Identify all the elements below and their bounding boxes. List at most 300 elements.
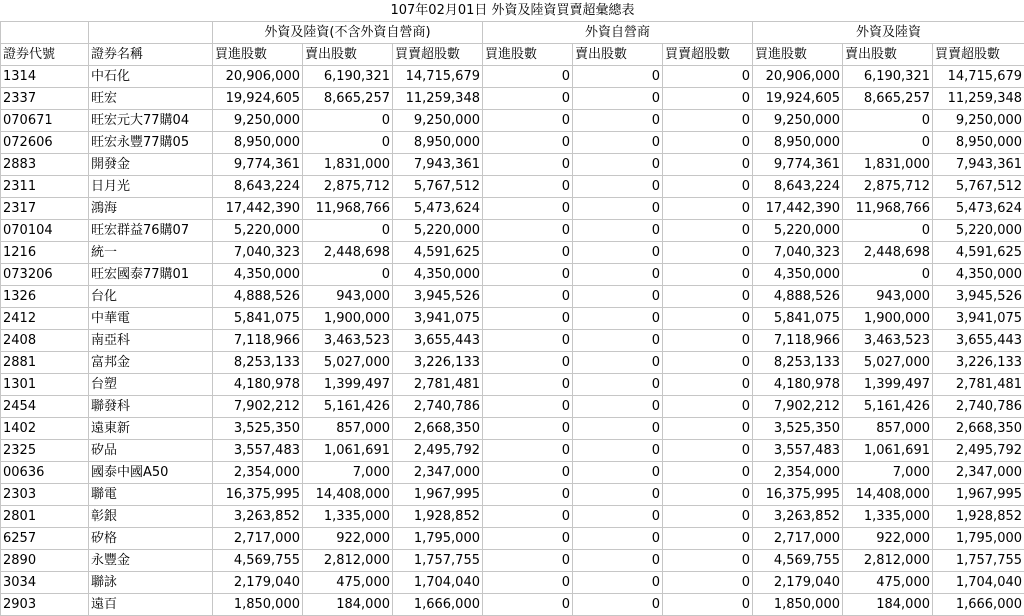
buy-shares-cell: 9,250,000 bbox=[213, 110, 303, 132]
table-row bbox=[1, 462, 1024, 484]
net-shares-cell: 1,928,852 bbox=[393, 506, 483, 528]
total-net-shares-cell: 1,928,852 bbox=[933, 506, 1024, 528]
total-sell-shares-cell: 1,061,691 bbox=[843, 440, 933, 462]
column-header: 買進股數 bbox=[483, 44, 573, 66]
column-header: 證券名稱 bbox=[89, 44, 213, 66]
stock-name-cell: 中華電 bbox=[89, 308, 213, 330]
net-shares-cell: 5,473,624 bbox=[393, 198, 483, 220]
total-sell-shares-cell: 0 bbox=[843, 132, 933, 154]
sell-shares-cell: 184,000 bbox=[303, 594, 393, 616]
sell-shares-cell: 7,000 bbox=[303, 462, 393, 484]
dealer-net-shares-cell: 0 bbox=[663, 506, 753, 528]
dealer-buy-shares-cell: 0 bbox=[483, 220, 573, 242]
dealer-sell-shares-cell: 0 bbox=[573, 462, 663, 484]
total-sell-shares-cell: 2,812,000 bbox=[843, 550, 933, 572]
net-shares-cell: 1,967,995 bbox=[393, 484, 483, 506]
dealer-net-shares-cell: 0 bbox=[663, 308, 753, 330]
group-header-foreign-mainland-excl-dealer: 外資及陸資(不含外資自營商) bbox=[213, 22, 483, 44]
stock-code-cell: 2311 bbox=[1, 176, 89, 198]
stock-name-cell: 永豐金 bbox=[89, 550, 213, 572]
dealer-sell-shares-cell: 0 bbox=[573, 308, 663, 330]
dealer-buy-shares-cell: 0 bbox=[483, 264, 573, 286]
stock-name-cell: 日月光 bbox=[89, 176, 213, 198]
table-row bbox=[1, 572, 1024, 594]
net-shares-cell: 2,740,786 bbox=[393, 396, 483, 418]
dealer-net-shares-cell: 0 bbox=[663, 352, 753, 374]
dealer-buy-shares-cell: 0 bbox=[483, 484, 573, 506]
stock-code-cell: 2317 bbox=[1, 198, 89, 220]
column-header: 買賣超股數 bbox=[393, 44, 483, 66]
column-header-row bbox=[1, 44, 1024, 66]
total-buy-shares-cell: 9,774,361 bbox=[753, 154, 843, 176]
dealer-buy-shares-cell: 0 bbox=[483, 506, 573, 528]
net-shares-cell: 2,347,000 bbox=[393, 462, 483, 484]
column-header: 買賣超股數 bbox=[663, 44, 753, 66]
stock-code-cell: 2890 bbox=[1, 550, 89, 572]
stock-name-cell: 遠百 bbox=[89, 594, 213, 616]
group-header-blank bbox=[1, 22, 89, 44]
column-header: 賣出股數 bbox=[303, 44, 393, 66]
dealer-buy-shares-cell: 0 bbox=[483, 594, 573, 616]
total-buy-shares-cell: 8,950,000 bbox=[753, 132, 843, 154]
dealer-sell-shares-cell: 0 bbox=[573, 220, 663, 242]
dealer-sell-shares-cell: 0 bbox=[573, 550, 663, 572]
stock-name-cell: 矽品 bbox=[89, 440, 213, 462]
table-body bbox=[1, 66, 1024, 616]
total-sell-shares-cell: 7,000 bbox=[843, 462, 933, 484]
net-shares-cell: 1,757,755 bbox=[393, 550, 483, 572]
total-net-shares-cell: 9,250,000 bbox=[933, 110, 1024, 132]
dealer-net-shares-cell: 0 bbox=[663, 264, 753, 286]
dealer-sell-shares-cell: 0 bbox=[573, 132, 663, 154]
total-buy-shares-cell: 7,040,323 bbox=[753, 242, 843, 264]
stock-name-cell: 矽格 bbox=[89, 528, 213, 550]
total-sell-shares-cell: 2,875,712 bbox=[843, 176, 933, 198]
total-buy-shares-cell: 4,569,755 bbox=[753, 550, 843, 572]
dealer-sell-shares-cell: 0 bbox=[573, 66, 663, 88]
total-sell-shares-cell: 5,161,426 bbox=[843, 396, 933, 418]
dealer-sell-shares-cell: 0 bbox=[573, 418, 663, 440]
table-row bbox=[1, 154, 1024, 176]
dealer-buy-shares-cell: 0 bbox=[483, 88, 573, 110]
dealer-sell-shares-cell: 0 bbox=[573, 330, 663, 352]
table-row bbox=[1, 264, 1024, 286]
dealer-buy-shares-cell: 0 bbox=[483, 132, 573, 154]
dealer-net-shares-cell: 0 bbox=[663, 484, 753, 506]
table-row bbox=[1, 132, 1024, 154]
total-net-shares-cell: 4,591,625 bbox=[933, 242, 1024, 264]
sell-shares-cell: 1,335,000 bbox=[303, 506, 393, 528]
total-sell-shares-cell: 1,831,000 bbox=[843, 154, 933, 176]
net-shares-cell: 2,495,792 bbox=[393, 440, 483, 462]
table-row bbox=[1, 330, 1024, 352]
sell-shares-cell: 8,665,257 bbox=[303, 88, 393, 110]
dealer-buy-shares-cell: 0 bbox=[483, 308, 573, 330]
total-buy-shares-cell: 1,850,000 bbox=[753, 594, 843, 616]
dealer-net-shares-cell: 0 bbox=[663, 374, 753, 396]
sell-shares-cell: 14,408,000 bbox=[303, 484, 393, 506]
stock-code-cell: 2883 bbox=[1, 154, 89, 176]
total-sell-shares-cell: 2,448,698 bbox=[843, 242, 933, 264]
stock-code-cell: 2325 bbox=[1, 440, 89, 462]
net-shares-cell: 1,704,040 bbox=[393, 572, 483, 594]
stock-name-cell: 遠東新 bbox=[89, 418, 213, 440]
buy-shares-cell: 4,569,755 bbox=[213, 550, 303, 572]
total-sell-shares-cell: 11,968,766 bbox=[843, 198, 933, 220]
dealer-buy-shares-cell: 0 bbox=[483, 110, 573, 132]
total-net-shares-cell: 4,350,000 bbox=[933, 264, 1024, 286]
total-buy-shares-cell: 2,354,000 bbox=[753, 462, 843, 484]
stock-name-cell: 台塑 bbox=[89, 374, 213, 396]
stock-name-cell: 中石化 bbox=[89, 66, 213, 88]
table-row bbox=[1, 528, 1024, 550]
table-row bbox=[1, 110, 1024, 132]
dealer-buy-shares-cell: 0 bbox=[483, 198, 573, 220]
stock-name-cell: 聯電 bbox=[89, 484, 213, 506]
dealer-buy-shares-cell: 0 bbox=[483, 396, 573, 418]
table-title: 107年02月01日 外資及陸資買賣超彙總表 bbox=[1, 0, 1024, 22]
dealer-net-shares-cell: 0 bbox=[663, 550, 753, 572]
sell-shares-cell: 0 bbox=[303, 110, 393, 132]
sell-shares-cell: 6,190,321 bbox=[303, 66, 393, 88]
table-row bbox=[1, 176, 1024, 198]
total-buy-shares-cell: 3,263,852 bbox=[753, 506, 843, 528]
total-buy-shares-cell: 20,906,000 bbox=[753, 66, 843, 88]
total-sell-shares-cell: 14,408,000 bbox=[843, 484, 933, 506]
dealer-net-shares-cell: 0 bbox=[663, 528, 753, 550]
dealer-sell-shares-cell: 0 bbox=[573, 352, 663, 374]
total-net-shares-cell: 1,795,000 bbox=[933, 528, 1024, 550]
dealer-net-shares-cell: 0 bbox=[663, 110, 753, 132]
stock-code-cell: 073206 bbox=[1, 264, 89, 286]
net-shares-cell: 3,945,526 bbox=[393, 286, 483, 308]
dealer-sell-shares-cell: 0 bbox=[573, 506, 663, 528]
table-row bbox=[1, 374, 1024, 396]
dealer-buy-shares-cell: 0 bbox=[483, 242, 573, 264]
stock-name-cell: 旺宏元大77購04 bbox=[89, 110, 213, 132]
sell-shares-cell: 1,061,691 bbox=[303, 440, 393, 462]
table-row bbox=[1, 484, 1024, 506]
dealer-net-shares-cell: 0 bbox=[663, 330, 753, 352]
stock-name-cell: 統一 bbox=[89, 242, 213, 264]
dealer-buy-shares-cell: 0 bbox=[483, 374, 573, 396]
total-buy-shares-cell: 5,220,000 bbox=[753, 220, 843, 242]
total-buy-shares-cell: 2,717,000 bbox=[753, 528, 843, 550]
dealer-sell-shares-cell: 0 bbox=[573, 154, 663, 176]
sell-shares-cell: 2,812,000 bbox=[303, 550, 393, 572]
dealer-sell-shares-cell: 0 bbox=[573, 198, 663, 220]
stock-code-cell: 2881 bbox=[1, 352, 89, 374]
buy-shares-cell: 8,950,000 bbox=[213, 132, 303, 154]
total-sell-shares-cell: 1,900,000 bbox=[843, 308, 933, 330]
stock-name-cell: 旺宏國泰77購01 bbox=[89, 264, 213, 286]
dealer-net-shares-cell: 0 bbox=[663, 572, 753, 594]
total-buy-shares-cell: 7,902,212 bbox=[753, 396, 843, 418]
dealer-sell-shares-cell: 0 bbox=[573, 88, 663, 110]
dealer-net-shares-cell: 0 bbox=[663, 242, 753, 264]
stock-code-cell: 2454 bbox=[1, 396, 89, 418]
dealer-net-shares-cell: 0 bbox=[663, 440, 753, 462]
group-header-blank bbox=[89, 22, 213, 44]
table-row bbox=[1, 198, 1024, 220]
stock-code-cell: 1402 bbox=[1, 418, 89, 440]
dealer-net-shares-cell: 0 bbox=[663, 418, 753, 440]
column-header: 賣出股數 bbox=[573, 44, 663, 66]
total-buy-shares-cell: 3,557,483 bbox=[753, 440, 843, 462]
sell-shares-cell: 922,000 bbox=[303, 528, 393, 550]
table-row bbox=[1, 396, 1024, 418]
net-shares-cell: 5,767,512 bbox=[393, 176, 483, 198]
table-row bbox=[1, 220, 1024, 242]
dealer-buy-shares-cell: 0 bbox=[483, 352, 573, 374]
buy-shares-cell: 9,774,361 bbox=[213, 154, 303, 176]
stock-code-cell: 2408 bbox=[1, 330, 89, 352]
stock-name-cell: 旺宏 bbox=[89, 88, 213, 110]
table-row bbox=[1, 242, 1024, 264]
stock-code-cell: 2801 bbox=[1, 506, 89, 528]
dealer-net-shares-cell: 0 bbox=[663, 176, 753, 198]
dealer-sell-shares-cell: 0 bbox=[573, 396, 663, 418]
dealer-sell-shares-cell: 0 bbox=[573, 484, 663, 506]
stock-name-cell: 聯發科 bbox=[89, 396, 213, 418]
stock-code-cell: 6257 bbox=[1, 528, 89, 550]
total-net-shares-cell: 1,967,995 bbox=[933, 484, 1024, 506]
net-shares-cell: 1,666,000 bbox=[393, 594, 483, 616]
dealer-buy-shares-cell: 0 bbox=[483, 330, 573, 352]
stock-name-cell: 台化 bbox=[89, 286, 213, 308]
total-buy-shares-cell: 3,525,350 bbox=[753, 418, 843, 440]
total-sell-shares-cell: 6,190,321 bbox=[843, 66, 933, 88]
total-net-shares-cell: 8,950,000 bbox=[933, 132, 1024, 154]
dealer-net-shares-cell: 0 bbox=[663, 396, 753, 418]
stock-code-cell: 070671 bbox=[1, 110, 89, 132]
total-net-shares-cell: 2,740,786 bbox=[933, 396, 1024, 418]
total-sell-shares-cell: 943,000 bbox=[843, 286, 933, 308]
buy-shares-cell: 3,263,852 bbox=[213, 506, 303, 528]
net-shares-cell: 2,668,350 bbox=[393, 418, 483, 440]
net-shares-cell: 2,781,481 bbox=[393, 374, 483, 396]
buy-shares-cell: 5,841,075 bbox=[213, 308, 303, 330]
stock-code-cell: 1216 bbox=[1, 242, 89, 264]
stock-code-cell: 3034 bbox=[1, 572, 89, 594]
sell-shares-cell: 1,831,000 bbox=[303, 154, 393, 176]
sell-shares-cell: 857,000 bbox=[303, 418, 393, 440]
dealer-net-shares-cell: 0 bbox=[663, 198, 753, 220]
net-shares-cell: 4,591,625 bbox=[393, 242, 483, 264]
total-net-shares-cell: 3,945,526 bbox=[933, 286, 1024, 308]
dealer-sell-shares-cell: 0 bbox=[573, 286, 663, 308]
dealer-net-shares-cell: 0 bbox=[663, 132, 753, 154]
sell-shares-cell: 0 bbox=[303, 220, 393, 242]
total-net-shares-cell: 5,767,512 bbox=[933, 176, 1024, 198]
sell-shares-cell: 943,000 bbox=[303, 286, 393, 308]
net-shares-cell: 4,350,000 bbox=[393, 264, 483, 286]
total-sell-shares-cell: 475,000 bbox=[843, 572, 933, 594]
net-shares-cell: 3,655,443 bbox=[393, 330, 483, 352]
stock-code-cell: 2303 bbox=[1, 484, 89, 506]
buy-shares-cell: 7,040,323 bbox=[213, 242, 303, 264]
buy-shares-cell: 2,179,040 bbox=[213, 572, 303, 594]
stock-code-cell: 1301 bbox=[1, 374, 89, 396]
table-row bbox=[1, 88, 1024, 110]
net-shares-cell: 9,250,000 bbox=[393, 110, 483, 132]
total-buy-shares-cell: 4,350,000 bbox=[753, 264, 843, 286]
group-header-foreign-mainland-total: 外資及陸資 bbox=[753, 22, 1024, 44]
dealer-buy-shares-cell: 0 bbox=[483, 528, 573, 550]
total-net-shares-cell: 2,347,000 bbox=[933, 462, 1024, 484]
dealer-buy-shares-cell: 0 bbox=[483, 550, 573, 572]
dealer-net-shares-cell: 0 bbox=[663, 462, 753, 484]
dealer-sell-shares-cell: 0 bbox=[573, 528, 663, 550]
buy-shares-cell: 16,375,995 bbox=[213, 484, 303, 506]
net-shares-cell: 7,943,361 bbox=[393, 154, 483, 176]
sell-shares-cell: 1,900,000 bbox=[303, 308, 393, 330]
stock-name-cell: 聯詠 bbox=[89, 572, 213, 594]
net-shares-cell: 1,795,000 bbox=[393, 528, 483, 550]
total-net-shares-cell: 1,757,755 bbox=[933, 550, 1024, 572]
total-net-shares-cell: 5,220,000 bbox=[933, 220, 1024, 242]
stock-code-cell: 2903 bbox=[1, 594, 89, 616]
stock-name-cell: 旺宏永豐77購05 bbox=[89, 132, 213, 154]
total-buy-shares-cell: 19,924,605 bbox=[753, 88, 843, 110]
dealer-buy-shares-cell: 0 bbox=[483, 176, 573, 198]
stock-name-cell: 南亞科 bbox=[89, 330, 213, 352]
buy-shares-cell: 8,253,133 bbox=[213, 352, 303, 374]
buy-shares-cell: 4,180,978 bbox=[213, 374, 303, 396]
total-sell-shares-cell: 922,000 bbox=[843, 528, 933, 550]
sell-shares-cell: 5,161,426 bbox=[303, 396, 393, 418]
total-buy-shares-cell: 17,442,390 bbox=[753, 198, 843, 220]
column-header: 買進股數 bbox=[213, 44, 303, 66]
sell-shares-cell: 1,399,497 bbox=[303, 374, 393, 396]
table-row bbox=[1, 418, 1024, 440]
total-sell-shares-cell: 0 bbox=[843, 264, 933, 286]
stock-code-cell: 1326 bbox=[1, 286, 89, 308]
buy-shares-cell: 7,902,212 bbox=[213, 396, 303, 418]
sell-shares-cell: 0 bbox=[303, 132, 393, 154]
buy-shares-cell: 1,850,000 bbox=[213, 594, 303, 616]
total-buy-shares-cell: 9,250,000 bbox=[753, 110, 843, 132]
dealer-buy-shares-cell: 0 bbox=[483, 462, 573, 484]
column-header: 買賣超股數 bbox=[933, 44, 1024, 66]
dealer-net-shares-cell: 0 bbox=[663, 66, 753, 88]
dealer-buy-shares-cell: 0 bbox=[483, 418, 573, 440]
dealer-buy-shares-cell: 0 bbox=[483, 154, 573, 176]
dealer-net-shares-cell: 0 bbox=[663, 154, 753, 176]
dealer-sell-shares-cell: 0 bbox=[573, 572, 663, 594]
dealer-sell-shares-cell: 0 bbox=[573, 440, 663, 462]
total-net-shares-cell: 3,226,133 bbox=[933, 352, 1024, 374]
sell-shares-cell: 5,027,000 bbox=[303, 352, 393, 374]
buy-shares-cell: 20,906,000 bbox=[213, 66, 303, 88]
total-buy-shares-cell: 7,118,966 bbox=[753, 330, 843, 352]
stock-code-cell: 2412 bbox=[1, 308, 89, 330]
table-row bbox=[1, 506, 1024, 528]
table-row bbox=[1, 440, 1024, 462]
total-net-shares-cell: 3,941,075 bbox=[933, 308, 1024, 330]
column-header: 證券代號 bbox=[1, 44, 89, 66]
sell-shares-cell: 2,875,712 bbox=[303, 176, 393, 198]
sell-shares-cell: 2,448,698 bbox=[303, 242, 393, 264]
buy-shares-cell: 2,717,000 bbox=[213, 528, 303, 550]
buy-shares-cell: 4,888,526 bbox=[213, 286, 303, 308]
total-sell-shares-cell: 5,027,000 bbox=[843, 352, 933, 374]
buy-shares-cell: 19,924,605 bbox=[213, 88, 303, 110]
total-net-shares-cell: 1,704,040 bbox=[933, 572, 1024, 594]
table-row bbox=[1, 550, 1024, 572]
buy-shares-cell: 8,643,224 bbox=[213, 176, 303, 198]
stock-code-cell: 1314 bbox=[1, 66, 89, 88]
total-sell-shares-cell: 0 bbox=[843, 220, 933, 242]
total-buy-shares-cell: 5,841,075 bbox=[753, 308, 843, 330]
dealer-sell-shares-cell: 0 bbox=[573, 374, 663, 396]
column-header: 買進股數 bbox=[753, 44, 843, 66]
stock-code-cell: 2337 bbox=[1, 88, 89, 110]
table-row bbox=[1, 308, 1024, 330]
net-shares-cell: 3,226,133 bbox=[393, 352, 483, 374]
total-net-shares-cell: 11,259,348 bbox=[933, 88, 1024, 110]
sell-shares-cell: 11,968,766 bbox=[303, 198, 393, 220]
buy-shares-cell: 7,118,966 bbox=[213, 330, 303, 352]
total-net-shares-cell: 2,495,792 bbox=[933, 440, 1024, 462]
buy-shares-cell: 17,442,390 bbox=[213, 198, 303, 220]
dealer-net-shares-cell: 0 bbox=[663, 286, 753, 308]
total-net-shares-cell: 7,943,361 bbox=[933, 154, 1024, 176]
total-net-shares-cell: 2,668,350 bbox=[933, 418, 1024, 440]
total-sell-shares-cell: 184,000 bbox=[843, 594, 933, 616]
stock-name-cell: 旺宏群益76購07 bbox=[89, 220, 213, 242]
dealer-sell-shares-cell: 0 bbox=[573, 242, 663, 264]
dealer-buy-shares-cell: 0 bbox=[483, 286, 573, 308]
dealer-sell-shares-cell: 0 bbox=[573, 110, 663, 132]
table-row bbox=[1, 352, 1024, 374]
dealer-net-shares-cell: 0 bbox=[663, 88, 753, 110]
table-row bbox=[1, 286, 1024, 308]
title-row bbox=[1, 0, 1024, 22]
total-net-shares-cell: 14,715,679 bbox=[933, 66, 1024, 88]
dealer-sell-shares-cell: 0 bbox=[573, 594, 663, 616]
total-sell-shares-cell: 1,399,497 bbox=[843, 374, 933, 396]
total-sell-shares-cell: 857,000 bbox=[843, 418, 933, 440]
dealer-buy-shares-cell: 0 bbox=[483, 572, 573, 594]
net-shares-cell: 3,941,075 bbox=[393, 308, 483, 330]
sell-shares-cell: 0 bbox=[303, 264, 393, 286]
total-net-shares-cell: 5,473,624 bbox=[933, 198, 1024, 220]
sell-shares-cell: 3,463,523 bbox=[303, 330, 393, 352]
stock-code-cell: 072606 bbox=[1, 132, 89, 154]
stock-name-cell: 彰銀 bbox=[89, 506, 213, 528]
total-net-shares-cell: 3,655,443 bbox=[933, 330, 1024, 352]
total-sell-shares-cell: 0 bbox=[843, 110, 933, 132]
stock-code-cell: 070104 bbox=[1, 220, 89, 242]
buy-shares-cell: 4,350,000 bbox=[213, 264, 303, 286]
stock-name-cell: 開發金 bbox=[89, 154, 213, 176]
total-buy-shares-cell: 2,179,040 bbox=[753, 572, 843, 594]
net-shares-cell: 11,259,348 bbox=[393, 88, 483, 110]
buy-shares-cell: 2,354,000 bbox=[213, 462, 303, 484]
dealer-buy-shares-cell: 0 bbox=[483, 66, 573, 88]
stock-name-cell: 鴻海 bbox=[89, 198, 213, 220]
total-buy-shares-cell: 8,643,224 bbox=[753, 176, 843, 198]
table-row bbox=[1, 66, 1024, 88]
total-buy-shares-cell: 4,180,978 bbox=[753, 374, 843, 396]
total-buy-shares-cell: 4,888,526 bbox=[753, 286, 843, 308]
net-shares-cell: 8,950,000 bbox=[393, 132, 483, 154]
total-buy-shares-cell: 16,375,995 bbox=[753, 484, 843, 506]
total-net-shares-cell: 2,781,481 bbox=[933, 374, 1024, 396]
dealer-sell-shares-cell: 0 bbox=[573, 176, 663, 198]
total-net-shares-cell: 1,666,000 bbox=[933, 594, 1024, 616]
